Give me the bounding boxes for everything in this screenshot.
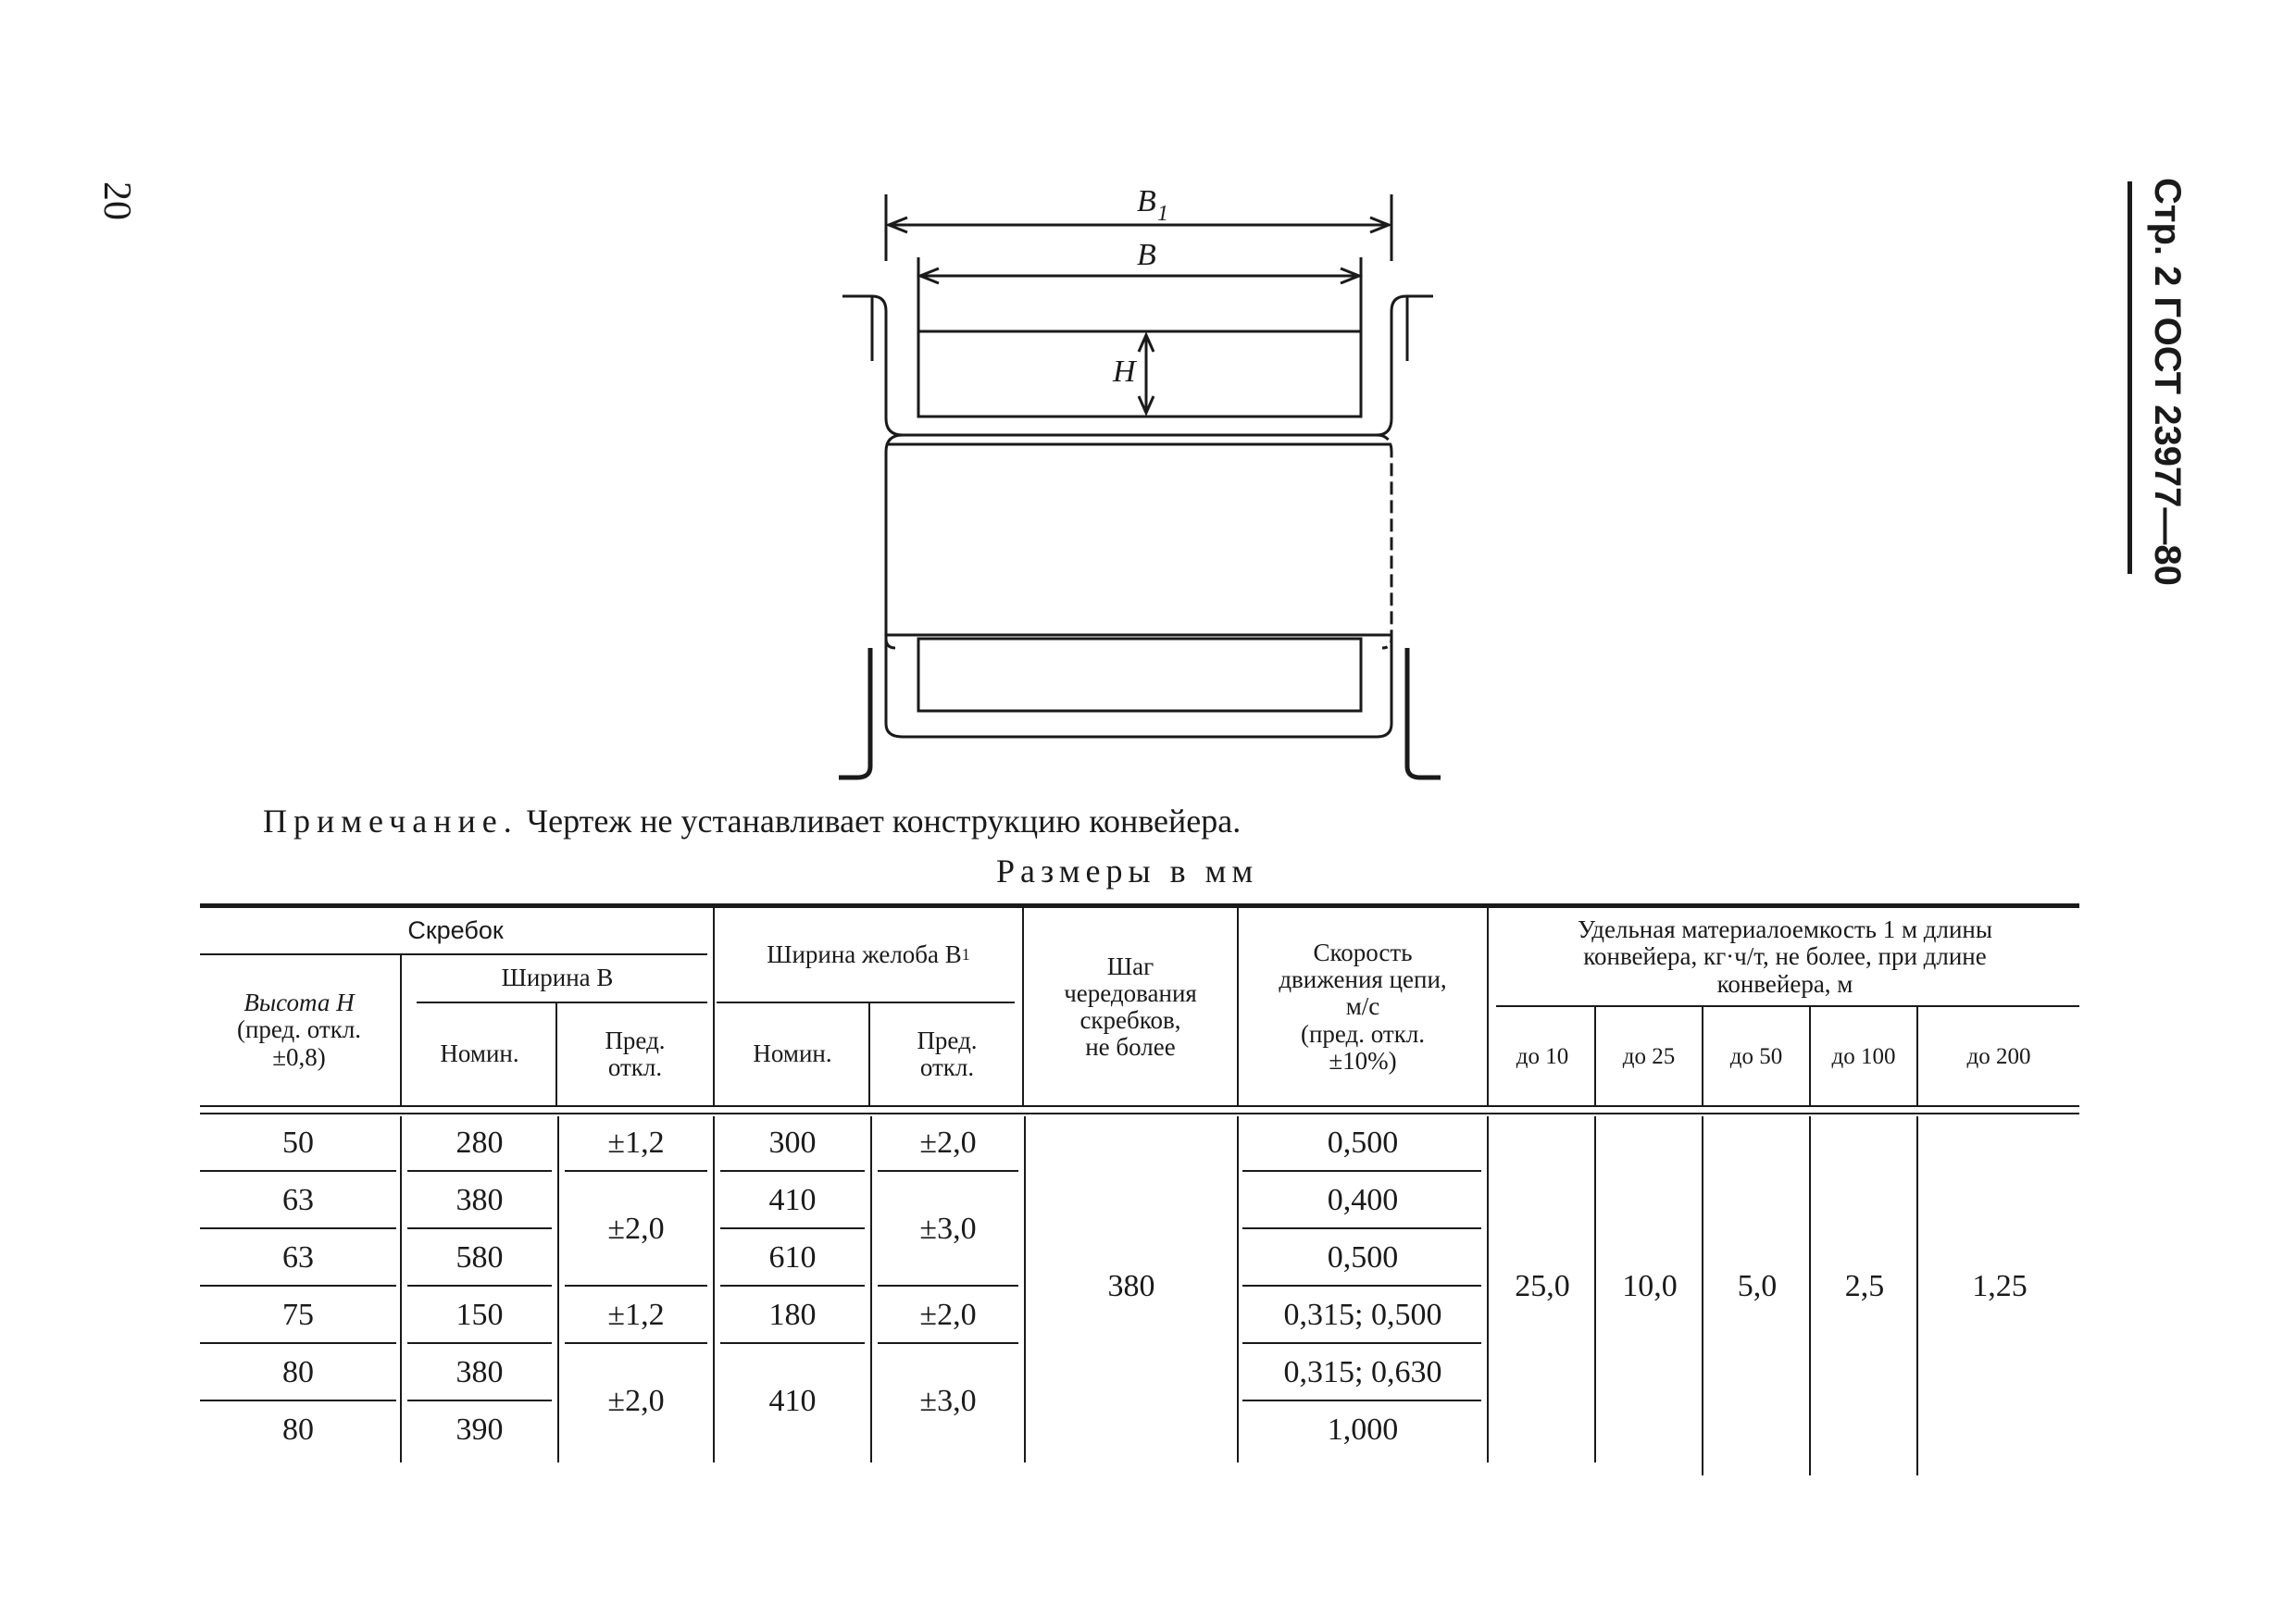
row-sep-w-2: [407, 1227, 552, 1229]
header-double-rule-1: [200, 1105, 2079, 1107]
cell-width-tol-c: ±1,2: [607, 1297, 665, 1332]
header-speed-line1: Скорость: [1313, 939, 1413, 967]
row-sep-w-3: [407, 1285, 552, 1287]
cell-width-nom-5: 380: [455, 1354, 504, 1389]
header-pitch-line3: скребков,: [1079, 1006, 1181, 1034]
header-len-200: до 200: [1966, 1043, 2031, 1069]
note-label: Примечание.: [263, 803, 518, 840]
row-sep-t-1: [720, 1170, 865, 1172]
header-trough-width-sub: 1: [961, 945, 970, 965]
header-len-100: до 100: [1831, 1043, 1896, 1069]
row-sep-t-4: [720, 1342, 865, 1344]
bv-len-100: [1916, 1116, 1918, 1475]
cell-width-nom-1: 280: [455, 1125, 504, 1160]
cell-height-2: 63: [282, 1182, 314, 1217]
row-sep-s-2: [1242, 1227, 1481, 1229]
cell-trough-tol-d: ±3,0: [919, 1383, 977, 1418]
row-sep-w-5: [407, 1400, 552, 1401]
header-rule: [2128, 181, 2132, 574]
upper-trough-edge: [842, 296, 1433, 435]
header-speed-line3: м/с: [1345, 992, 1380, 1021]
row-sep-tt-1: [878, 1170, 1018, 1172]
cell-width-nom-4: 150: [455, 1297, 504, 1332]
row-sep-tt-3: [878, 1285, 1018, 1287]
header-trough-width: [717, 911, 1020, 1000]
cell-material-25: 10,0: [1622, 1268, 1678, 1303]
cell-trough-nom-merged: 410: [768, 1383, 817, 1418]
page-number: 20: [95, 181, 138, 220]
cell-speed-6: 1,000: [1327, 1412, 1399, 1447]
header-material: [1491, 913, 2079, 1002]
header-trough-nominal: Номин.: [753, 1039, 832, 1068]
rule-material-under: [1496, 1005, 2079, 1007]
trough-left-wall: [886, 435, 903, 648]
bv-len-10: [1594, 1116, 1596, 1462]
h-label: H: [1113, 355, 1136, 389]
hv-height: [400, 955, 402, 1105]
hv-scraper-end: [713, 907, 715, 1105]
note-text: Чертеж не устанавливает конструкцию конвейера.: [526, 803, 1242, 840]
lower-scraper: [918, 639, 1361, 711]
cell-height-3: 63: [282, 1239, 314, 1275]
cell-speed-4: 0,315; 0,500: [1283, 1297, 1442, 1332]
row-sep-t-2: [720, 1227, 865, 1229]
cell-material-100: 2,5: [1844, 1268, 1885, 1303]
cell-width-nom-6: 390: [455, 1412, 504, 1447]
cell-speed-5: 0,315; 0,630: [1283, 1354, 1442, 1389]
cell-trough-tol-c: ±2,0: [919, 1297, 977, 1332]
hv-speed-end: [1487, 907, 1489, 1105]
bv-height: [400, 1116, 402, 1462]
header-pitch-line2: чередования: [1064, 978, 1197, 1007]
cell-speed-2: 0,400: [1327, 1182, 1399, 1217]
cell-trough-nom-1: 300: [768, 1125, 817, 1160]
row-sep-s-5: [1242, 1400, 1481, 1401]
cell-width-tol-a: ±1,2: [607, 1125, 665, 1160]
row-sep-s-1: [1242, 1170, 1481, 1172]
lower-flange-right: [1407, 648, 1441, 778]
table-top-rule: [200, 903, 2079, 908]
header-trough-tolerance: [872, 1005, 1022, 1103]
cell-height-4: 75: [282, 1297, 314, 1332]
header-width-tolerance-line2: откл.: [607, 1053, 663, 1081]
b1-label: B: [1137, 184, 1156, 218]
header-trough-tolerance-line1: Пред.: [917, 1026, 978, 1054]
header-width-nominal: Номин.: [440, 1039, 519, 1068]
bv-speed: [1487, 1116, 1489, 1462]
row-sep-w-1: [407, 1170, 552, 1172]
cell-width-tol-d: ±2,0: [607, 1383, 665, 1418]
row-sep-h-5: [200, 1400, 396, 1401]
trough-right-wall: [1377, 435, 1391, 648]
header-material-line1: Удельная материалоемкость 1 м длины: [1577, 915, 1993, 944]
row-sep-h-3: [200, 1285, 396, 1287]
row-sep-t-3: [720, 1285, 865, 1287]
header-width-tolerance: [559, 1005, 711, 1103]
cell-width-tol-b: ±2,0: [607, 1211, 665, 1246]
header-height: [200, 957, 398, 1103]
row-sep-h-4: [200, 1342, 396, 1344]
conveyor-cross-section-drawing: [815, 176, 1481, 796]
bv-len-50: [1809, 1116, 1811, 1475]
bv-width-tol: [713, 1116, 715, 1462]
cell-material-200: 1,25: [1972, 1268, 2028, 1303]
header-height-line3: ±0,8): [272, 1042, 326, 1071]
hv-trough-end: [1022, 907, 1024, 1105]
row-sep-s-4: [1242, 1342, 1481, 1344]
bv-trough: [870, 1116, 872, 1462]
cell-material-50: 5,0: [1737, 1268, 1778, 1303]
header-material-line2: конвейера, кг·ч/т, не более, при длине: [1583, 942, 1987, 971]
header-pitch-line4: не более: [1085, 1033, 1176, 1062]
lower-trough: [886, 639, 1391, 737]
units-caption: Размеры в мм: [996, 853, 1259, 890]
rule-trough-under: [717, 1002, 1015, 1003]
header-material-line3: конвейера, м: [1716, 969, 1853, 998]
cell-trough-nom-2: 410: [768, 1182, 817, 1217]
row-sep-wt-1: [565, 1170, 707, 1172]
row-sep-wt-4: [565, 1342, 707, 1344]
header-len-10: до 10: [1516, 1043, 1569, 1069]
row-sep-s-3: [1242, 1285, 1481, 1287]
cell-width-nom-3: 580: [455, 1239, 504, 1275]
row-sep-wt-3: [565, 1285, 707, 1287]
cell-height-5: 80: [282, 1354, 314, 1389]
cell-material-10: 25,0: [1515, 1268, 1570, 1303]
rule-width-under: [417, 1002, 707, 1003]
header-speed: [1241, 911, 1485, 1103]
header-len-25: до 25: [1622, 1043, 1676, 1069]
cell-speed-3: 0,500: [1327, 1239, 1399, 1275]
cell-width-nom-2: 380: [455, 1182, 504, 1217]
header-height-line2: (пред. откл.: [236, 1015, 362, 1044]
row-sep-w-4: [407, 1342, 552, 1344]
row-sep-tt-4: [878, 1342, 1018, 1344]
bv-trough-tol: [1024, 1116, 1026, 1462]
header-scraper: Скребок: [407, 916, 504, 945]
hv-pitch-end: [1237, 907, 1239, 1105]
header-speed-line4: (пред. откл.: [1300, 1019, 1426, 1048]
header-width-b: Ширина B: [501, 964, 614, 992]
cell-height-1: 50: [282, 1125, 314, 1160]
cell-trough-nom-4: 180: [768, 1297, 817, 1332]
header-len-50: до 50: [1729, 1043, 1783, 1069]
running-header: Стр. 2 ГОСТ 23977—80: [2147, 178, 2188, 586]
b1-subscript: 1: [1157, 202, 1168, 226]
row-sep-h-2: [200, 1227, 396, 1229]
lower-flange-left: [839, 648, 870, 778]
header-double-rule-2: [200, 1113, 2079, 1114]
upper-scraper: [918, 331, 1361, 417]
bv-pitch: [1237, 1116, 1239, 1462]
drawing-note: [263, 802, 1241, 840]
rule-scraper-under: [200, 953, 707, 955]
header-trough-width-text: Ширина желоба B: [767, 940, 962, 969]
cell-speed-1: 0,500: [1327, 1125, 1399, 1160]
header-height-line1: Высота H: [243, 989, 355, 1017]
header-width-tolerance-line1: Пред.: [605, 1026, 666, 1054]
cell-trough-nom-3: 610: [768, 1239, 817, 1275]
hv-trough: [868, 1003, 870, 1105]
cell-pitch: 380: [1107, 1268, 1155, 1303]
b-label: B: [1137, 238, 1156, 272]
header-speed-line2: движения цепи,: [1279, 965, 1447, 994]
row-sep-h-1: [200, 1170, 396, 1172]
header-pitch-line1: Шаг: [1106, 952, 1154, 980]
header-trough-tolerance-line2: откл.: [919, 1053, 975, 1081]
bv-len-25: [1702, 1116, 1703, 1475]
cell-trough-tol-b: ±3,0: [919, 1211, 977, 1246]
bv-width: [557, 1116, 559, 1462]
hv-width: [555, 1003, 557, 1105]
header-speed-line5: ±10%): [1329, 1046, 1397, 1075]
cell-height-6: 80: [282, 1412, 314, 1447]
cell-trough-tol-a: ±2,0: [919, 1125, 977, 1160]
header-pitch: [1026, 911, 1235, 1103]
